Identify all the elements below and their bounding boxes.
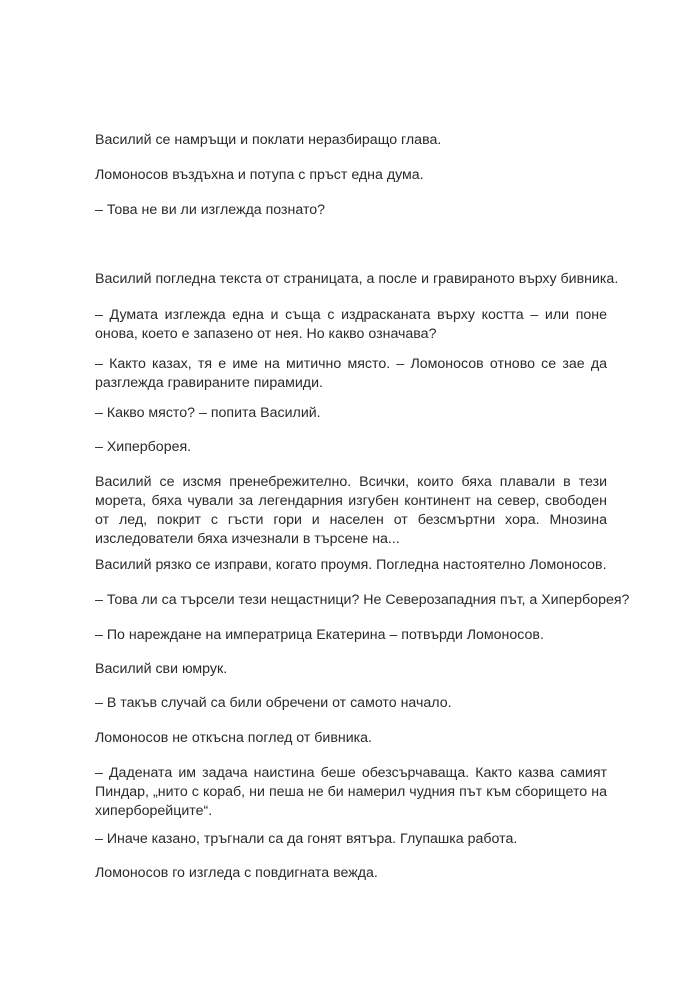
paragraph-8: – Хиперборея. [95,439,192,455]
paragraph-2: Ломоносов въздъхна и потупа с пръст една дума. [95,167,424,183]
paragraph-15: Ломоносов не откъсна поглед от бивника. [95,730,373,746]
paragraph-17: – Иначе казано, тръгнали са да гонят вятъра. Глупашка работа. [95,831,518,847]
paragraph-16: – Дадената им задача наистина беше обезсърчаваща. Както казва самият Пиндар, „нито с кораб, ни пеша не би намерил чудния път към сборището на хиперборейците“. [95,765,607,819]
paragraph-18: Ломоносов го изгледа с повдигната вежда. [95,865,378,881]
paragraph-11: – Това ли са търсели тези нещастници? Не Северозападния път, а Хиперборея? [95,592,630,608]
paragraph-1: Василий се намръщи и поклати неразбиращо глава. [95,132,442,148]
paragraph-3: – Това не ви ли изглежда познато? [95,202,326,218]
paragraph-6: – Както казах, тя е име на митично място. – Ломоносов отново се зае да разглежда гравираните пирамиди. [95,356,607,391]
paragraph-10: Василий рязко се изправи, когато проумя. Погледна настоятелно Ломоносов. [95,557,607,573]
paragraph-5: – Думата изглежда една и съща с издрасканата върху костта – или поне онова, което е запазено от нея. Но какво означава? [95,307,607,342]
paragraph-7: – Какво място? – попита Василий. [95,405,321,421]
paragraph-12: – По нареждане на императрица Екатерина – потвърди Ломоносов. [95,627,544,643]
paragraph-9: Василий се изсмя пренебрежително. Всички, които бяха плавали в тези морета, бяха чували за легендарния изгубен континент на север, свободен от лед, покрит с гъсти гори и населен от безсмъртни хора. Мнозина изследователи бяха изчезнали в търсене на... [95,474,607,547]
paragraph-13: Василий сви юмрук. [95,661,228,677]
paragraph-4: Василий погледна текста от страницата, а после и гравираното върху бивника. [95,271,619,287]
paragraph-14: – В такъв случай са били обречени от самото начало. [95,695,452,711]
